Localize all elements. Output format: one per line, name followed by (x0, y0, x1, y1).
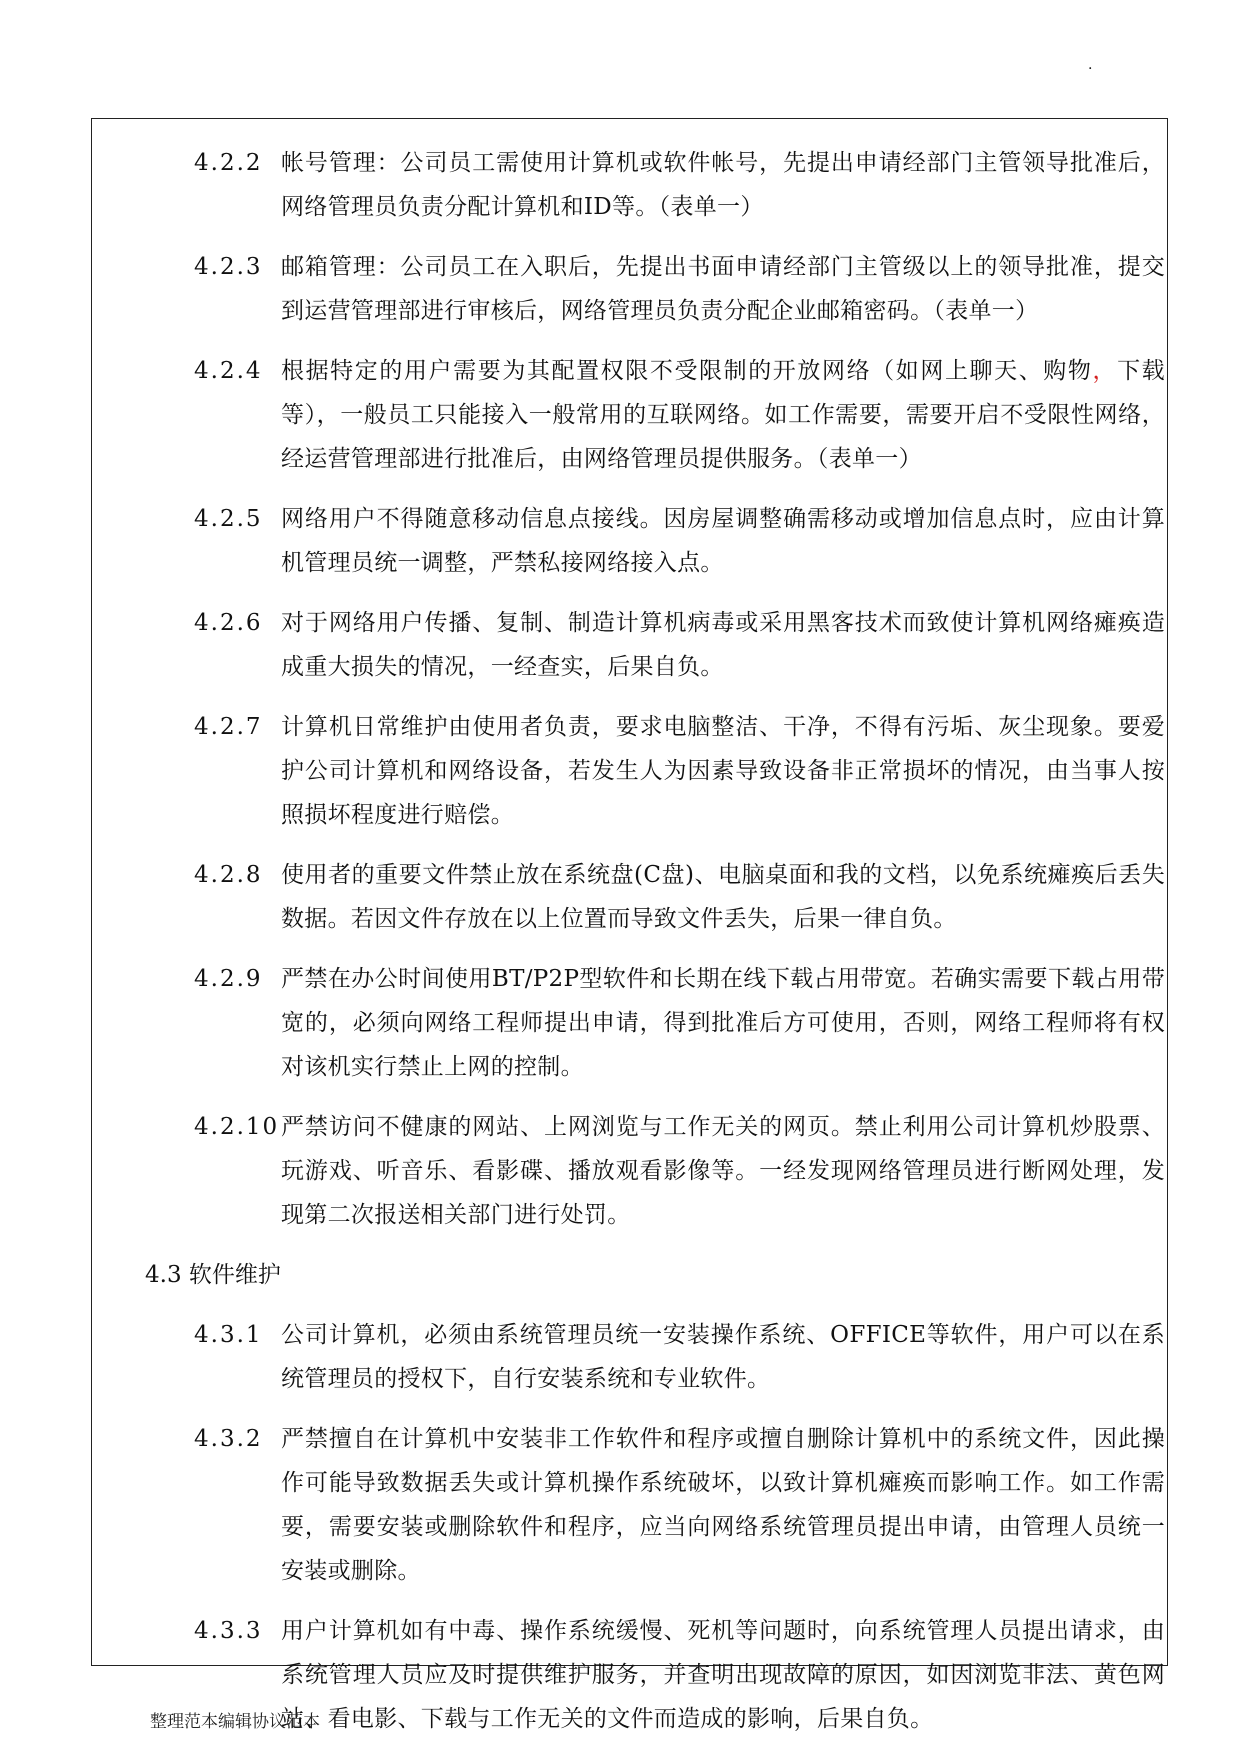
clause-text: 使用者的重要文件禁止放在系统盘(C盘)、电脑桌面和我的文档，以免系统瘫痪后丢失数据。若因文件存放在以上位置而导致文件丢失，后果一律自负。 (281, 862, 1165, 932)
clause-4-2-7 (145, 705, 1165, 837)
clause-number: 4.3.2 (194, 1426, 263, 1452)
clause-text-part: 根据特定的用户需要为其配置权限不受限制的开放网络（如网上聊天、购物 (281, 358, 1093, 384)
clause-number: 4.2.4 (194, 358, 263, 384)
clause-text-part: 下载等），一般员工只能接入一般常用的互联网络。如工作需要，需要开启不受限性网络，经运营管理部进行批准后，由网络管理员提供服务。（表单一） (281, 358, 1165, 472)
clause-number: 4.2.7 (194, 714, 263, 740)
clause-text: 邮箱管理：公司员工在入职后，先提出书面申请经部门主管级以上的领导批准，提交到运营管理部进行审核后，网络管理员负责分配企业邮箱密码。（表单一） (281, 254, 1165, 324)
clause-4-2-10 (145, 1105, 1165, 1237)
clause-4-2-4 (145, 349, 1165, 481)
clause-4-2-3 (145, 245, 1165, 333)
red-comma: ， (1092, 358, 1118, 384)
clause-4-2-9 (145, 957, 1165, 1089)
clause-text: 公司计算机，必须由系统管理员统一安装操作系统、OFFICE等软件，用户可以在系统管理员的授权下，自行安装系统和专业软件。 (281, 1322, 1165, 1392)
clause-text: 严禁擅自在计算机中安装非工作软件和程序或擅自删除计算机中的系统文件，因此操作可能导致数据丢失或计算机操作系统破坏，以致计算机瘫痪而影响工作。如工作需要，需要安装或删除软件和程序，应当向网络系统管理员提出申请，由管理人员统一安装或删除。 (281, 1426, 1165, 1584)
clause-number: 4.3.1 (194, 1322, 263, 1348)
page-footer: 整理范本编辑协议范本 (150, 1712, 320, 1732)
clause-text: 网络用户不得随意移动信息点接线。因房屋调整确需移动或增加信息点时，应由计算机管理员统一调整，严禁私接网络接入点。 (281, 506, 1165, 576)
clause-4-2-8 (145, 853, 1165, 941)
clause-text: 严禁在办公时间使用BT/P2P型软件和长期在线下载占用带宽。若确实需要下载占用带宽的，必须向网络工程师提出申请，得到批准后方可使用，否则，网络工程师将有权对该机实行禁止上网的控制。 (281, 966, 1165, 1080)
section-heading-4-3: 4.3 软件维护 (145, 1262, 281, 1288)
clause-text: 用户计算机如有中毒、操作系统缓慢、死机等问题时，向系统管理人员提出请求，由系统管理人员应及时提供维护服务，并查明出现故障的原因，如因浏览非法、黄色网站、看电影、下载与工作无关的文件而造成的影响，后果自负。 (281, 1618, 1165, 1732)
clause-text: 计算机日常维护由使用者负责，要求电脑整洁、干净，不得有污垢、灰尘现象。要爱护公司计算机和网络设备，若发生人为因素导致设备非正常损坏的情况，由当事人按照损坏程度进行赔偿。 (281, 714, 1165, 828)
clause-number: 4.2.2 (194, 150, 263, 176)
clause-4-2-5 (145, 497, 1165, 585)
clause-number: 4.2.10 (194, 1114, 280, 1140)
clause-text: 对于网络用户传播、复制、制造计算机病毒或采用黑客技术而致使计算机网络瘫痪造成重大损失的情况，一经查实，后果自负。 (281, 610, 1165, 680)
clause-number: 4.2.8 (194, 862, 263, 888)
clause-number: 4.3.3 (194, 1618, 263, 1644)
clause-4-3-1 (145, 1313, 1165, 1401)
clause-4-3-2 (145, 1417, 1165, 1593)
page-corner-mark: . (1088, 57, 1093, 73)
clause-number: 4.2.3 (194, 254, 263, 280)
clause-text: 帐号管理：公司员工需使用计算机或软件帐号，先提出申请经部门主管领导批准后，网络管理员负责分配计算机和ID等。（表单一） (281, 150, 1165, 220)
clause-4-2-2 (145, 141, 1165, 229)
clause-number: 4.2.9 (194, 966, 263, 992)
clause-text: 严禁访问不健康的网站、上网浏览与工作无关的网页。禁止利用公司计算机炒股票、玩游戏、听音乐、看影碟、播放观看影像等。一经发现网络管理员进行断网处理，发现第二次报送相关部门进行处罚。 (281, 1114, 1165, 1228)
clause-number: 4.2.6 (194, 610, 263, 636)
document-body (145, 141, 1165, 1757)
clause-4-2-6 (145, 601, 1165, 689)
clause-number: 4.2.5 (194, 506, 263, 532)
clause-text (281, 349, 1165, 481)
